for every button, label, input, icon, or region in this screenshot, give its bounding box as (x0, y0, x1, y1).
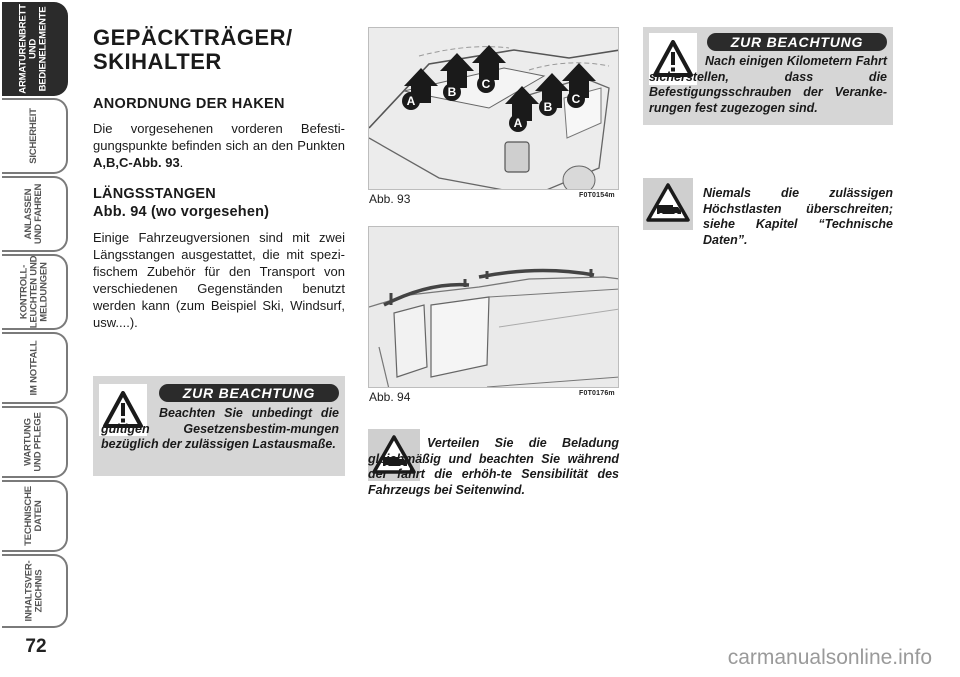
tab-kontrollleuchten[interactable] (2, 254, 68, 330)
title-line: SKIHALTER (93, 49, 222, 74)
figure-caption: Abb. 93 (369, 192, 411, 206)
main-column (93, 26, 345, 331)
tab-label: INHALTSVER- ZEICHNIS (23, 560, 44, 622)
warning-text: Beachten Sie unbedingt die gültigen Gesetzensbestim-mungen bezüglich der zulässigen Lastausmaße. (101, 406, 339, 451)
page-title (93, 26, 345, 74)
point-label-c: C (567, 90, 585, 108)
section-heading (93, 185, 345, 221)
point-label-b: B (443, 83, 461, 101)
warning-text: Nach einigen Kilometern Fahrt sicherstellen, dass die Befestigungsschrauben der Veranke-rungen fest zugezogen sind. (649, 54, 887, 115)
tab-sicherheit[interactable] (2, 98, 68, 174)
tab-label: ANLASSEN UND FAHREN (23, 183, 44, 245)
load-truck-icon (643, 178, 693, 230)
tab-label: WARTUNG UND PFLEGE (22, 412, 44, 472)
figure-code: F0T0154m (579, 192, 615, 199)
truck-warning-icon (646, 183, 690, 228)
note-max-text: Niemals die zulässigen Höchstlasten überschreiten; siehe Kapitel “Technische Daten”. (703, 186, 893, 247)
figure-93-image (368, 27, 619, 190)
figure-94-image (368, 226, 619, 388)
tab-label: SICHERHEIT (27, 108, 39, 164)
warning-badge: ZUR BEACHTUNG (159, 384, 339, 402)
point-label-b: B (539, 98, 557, 116)
tab-label: IM NOTFALL (28, 340, 39, 396)
point-label-a: A (402, 92, 420, 110)
warning-box (93, 376, 345, 476)
tab-inhaltsverzeichnis[interactable] (2, 554, 68, 628)
warning-badge: ZUR BEACHTUNG (707, 33, 887, 51)
tab-label: TECHNISCHE DATEN (22, 486, 44, 546)
chapter-tabs (0, 0, 72, 640)
body-text: Die vorgesehenen vorderen Befesti-gungspunkte befinden sich an den Punkten (93, 121, 345, 153)
title-line: GEPÄCKTRÄGER/ (93, 25, 293, 50)
point-label-c: C (477, 75, 495, 93)
tab-wartung[interactable] (2, 406, 68, 478)
tab-label: ARMATURENBRETT UND BEDIENELEMENTE (18, 4, 50, 94)
watermark: carmanualsonline.info (727, 646, 932, 669)
section-text (93, 120, 345, 171)
tab-technische-daten[interactable] (2, 480, 68, 552)
note-load-text: Verteilen Sie die Beladung gleichmäßig und beachten Sie während der fahrt die erhöh-te Sensibilität des Fahrzeugs bei Seitenwind. (368, 436, 619, 497)
tab-armaturenbrett[interactable] (2, 2, 68, 96)
figure-reference: A,B,C-Abb. 93 (93, 155, 180, 170)
tab-label: KONTROLL- LEUCHTEN UND MELDUNGEN (18, 255, 50, 329)
figure-code: F0T0176m (579, 390, 615, 397)
tab-im-notfall[interactable] (2, 332, 68, 404)
body-text: . (179, 155, 184, 170)
page-number: 72 (25, 636, 47, 657)
tab-anlassen[interactable] (2, 176, 68, 252)
section-text: Einige Fahrzeugversionen sind mit zwei Längsstangen ausgestattet, die mit spezi-fischem Zubehör für den Transport von verschiedenen Gegenständen benutzt werden kann (zum Beispiel Ski, Windsurf, usw....). (93, 230, 345, 330)
heading-line: LÄNGSSTANGEN (93, 186, 216, 202)
point-label-a: A (509, 114, 527, 132)
figure-caption: Abb. 94 (369, 390, 411, 404)
heading-line: Abb. 94 (wo vorgesehen) (93, 204, 270, 220)
section-heading: ANORDNUNG DER HAKEN (93, 96, 285, 112)
